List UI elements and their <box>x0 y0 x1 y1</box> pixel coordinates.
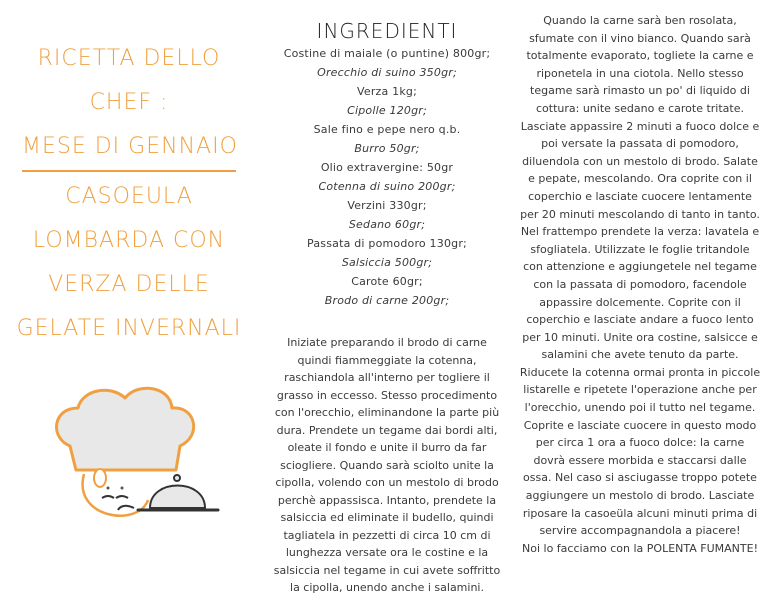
list-item: Sedano 60gr; <box>348 218 426 231</box>
title-line-7: GELATE INVERNALI <box>16 316 242 341</box>
ingredients-heading: INGREDIENTI <box>316 19 458 43</box>
procedure-part-2: Quando la carne sarà ben rosolata, sfumate con il vino bianco. Quando sarà totalmente evaporato, togliete la carne e riponetela in una ciotola. Nello stesso tegame sarà rimasto un po' di liquido di cottura: unite sedano e carote tritate. Lasciate appassire 2 minuti a fuoco dolce e poi versate la passata di pomodoro, diluendola con un mestolo di brodo. Salate e pepate, mescolando. Ora coprite con il coperchio e lasciate cuocere lentamente per 20 minuti mescolando di tanto in tanto. Nel frattempo prendete la verza: lavatela e sfogliatela. Utilizzate le foglie tritandole con attenzione e aggiungetele nel tegame con la passata di pomodoro, facendole appassire dolcemente. Coprite con il coperchio e lasciate andare a fuoco lento per 10 minuti. Unite ora costine, salsicce e salamini che avete tenuto da parte. Riducete la cotenna ormai pronta in piccole listarelle e ripetete l'operazione anche per l'orecchio, unendo poi il tutto nel tegame. Coprite e lasciate cuocere in questo modo per circa 1 ora a fuoco dolce: la carne dovrà essere morbida e staccarsi dalle ossa. Nel caso si asciugasse troppo potete aggiungere un mestolo di brodo. Lasciate riposare la casoeüla alcuni minuti prima di servire accompagnandola a piacere! <box>519 14 761 538</box>
serving-cloche-icon <box>118 475 218 510</box>
title-line-3: MESE DI GENNAIO <box>22 132 236 172</box>
title-line-5: LOMBARDA CON <box>32 228 226 253</box>
recipe-title <box>0 44 258 358</box>
title-line-4: CASOEULA <box>65 184 193 209</box>
list-item: Passata di pomodoro 130gr; <box>307 237 467 250</box>
title-column <box>0 0 258 543</box>
title-line-2: CHEF : <box>89 90 169 115</box>
chef-hat-icon <box>57 388 194 470</box>
list-item: Sale fino e pepe nero q.b. <box>313 123 461 136</box>
procedure-part-1: Iniziate preparando il brodo di carne quindi fiammeggiate la cotenna, raschiandola all'interno per togliere il grasso in eccesso. Stesso procedimento con l'orecchio, eliminandone la parte più dura. Prendete un tegame dai bordi alti, oleate il fondo e unite il burro da far sciogliere. Quando sarà sciolto unite la cipolla, volendo con un mestolo di brodo perchè appassisca. Intanto, prendete la salsiccia ed eliminate il budello, quindi tagliatela in pezzetti di circa 10 cm di lunghezza versate ora le costine e la salsiccia nel tegame in cui avete soffritto la cipolla, unendo anche i salamini. <box>273 336 501 594</box>
list-item: Brodo di carne 200gr; <box>324 294 450 307</box>
title-line-1: RICETTA DELLO <box>37 46 221 71</box>
list-item: Verza 1kg; <box>356 85 418 98</box>
list-item: Costine di maiale (o puntine) 800gr; <box>283 47 491 60</box>
list-item: Verzini 330gr; <box>347 199 427 212</box>
list-item: Cipolle 120gr; <box>347 104 427 117</box>
ingredients-column <box>262 0 512 608</box>
ingredients-list <box>262 44 512 310</box>
title-line-6: VERZA DELLE <box>48 272 210 297</box>
procedure-closing: Noi lo facciamo con la POLENTA FUMANTE! <box>522 541 758 555</box>
list-item: Olio extravergine: 50gr <box>320 161 454 174</box>
list-item: Orecchio di suino 350gr; <box>317 66 457 79</box>
list-item: Carote 60gr; <box>351 275 423 288</box>
list-item: Burro 50gr; <box>354 142 420 155</box>
list-item: Cotenna di suino 200gr; <box>318 180 456 193</box>
list-item: Salsiccia 500gr; <box>341 256 433 269</box>
chef-illustration <box>30 378 240 538</box>
procedure-column <box>515 4 765 569</box>
